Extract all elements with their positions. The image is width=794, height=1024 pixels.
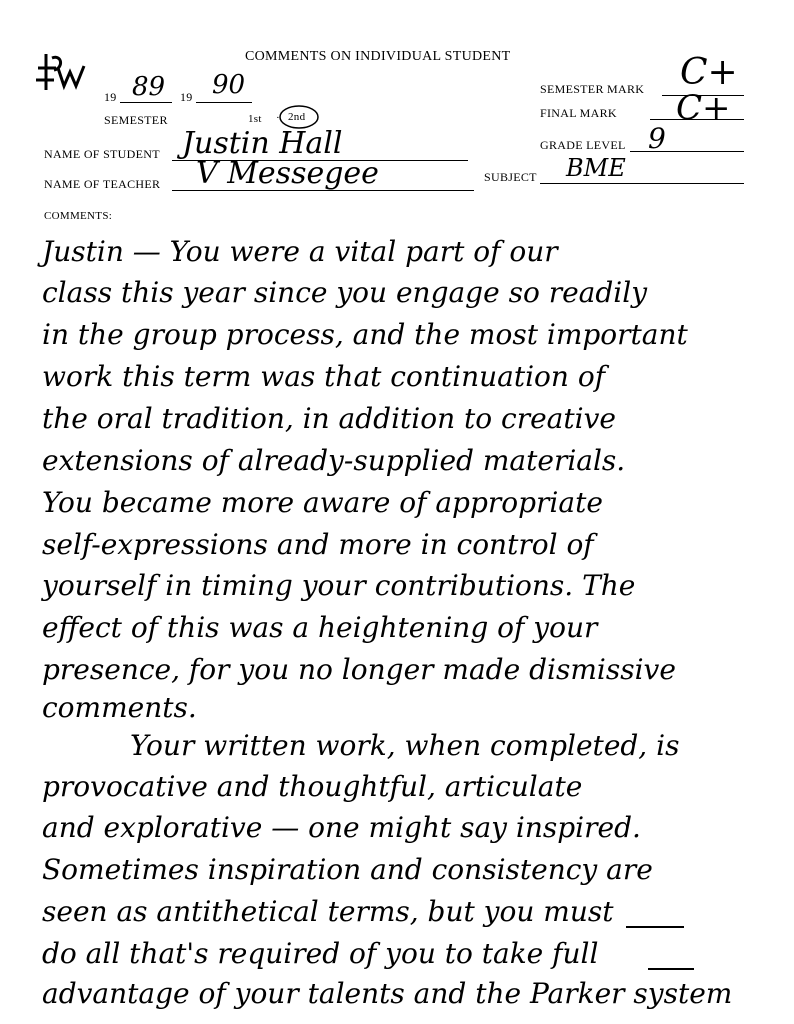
comment-line: and explorative — one might say inspired. <box>42 811 641 844</box>
year-1: 89 <box>132 72 166 102</box>
semester-label: SEMESTER <box>104 113 168 127</box>
logo-text <box>30 46 32 47</box>
comment-line: provocative and thoughtful, articulate <box>42 770 583 803</box>
semester-separator: · <box>276 112 280 124</box>
comment-line: effect of this was a heightening of your <box>42 611 598 644</box>
final-mark-label: FINAL MARK <box>540 106 617 120</box>
student-name: Justin Hall <box>182 126 343 161</box>
comment-line: the oral tradition, in addition to creative <box>42 402 616 435</box>
student-label: NAME OF STUDENT <box>44 147 160 161</box>
subject-label: SUBJECT <box>484 170 537 184</box>
teacher-name: V Messegee <box>196 156 379 191</box>
subject-value: BME <box>566 154 626 182</box>
semester-1st: 1st <box>248 113 262 125</box>
underline-must <box>626 926 684 928</box>
comment-line: self-expressions and more in control of <box>42 528 594 561</box>
comment-line: seen as antithetical terms, but you must <box>42 895 614 928</box>
comment-line: Justin — You were a vital part of our <box>42 235 558 268</box>
comments-label: COMMENTS: <box>44 210 113 222</box>
comment-line: advantage of your talents and the Parker system <box>42 977 733 1010</box>
year-prefix-2: 19 <box>180 90 193 104</box>
comment-line: extensions of already-supplied materials. <box>42 444 626 477</box>
year-prefix-1: 19 <box>104 90 117 104</box>
grade-level-value: 9 <box>648 122 666 155</box>
semester-2nd: 2nd <box>288 111 306 123</box>
comment-line: Your written work, when completed, is <box>130 729 680 762</box>
semester-mark-label: SEMESTER MARK <box>540 82 645 96</box>
comment-line: yourself in timing your contributions. The <box>42 569 636 602</box>
grade-level-label: GRADE LEVEL <box>540 138 626 152</box>
comment-line: class this year since you engage so readily <box>42 276 648 309</box>
school-logo <box>30 46 90 99</box>
comment-line: in the group process, and the most important <box>42 318 688 351</box>
final-mark-value: C+ <box>676 88 731 128</box>
teacher-label: NAME OF TEACHER <box>44 177 161 191</box>
comment-line: work this term was that continuation of <box>42 360 606 393</box>
comment-line: comments. <box>42 691 197 724</box>
comment-line: do all that's required of you to take full <box>42 937 599 970</box>
year-2: 90 <box>212 70 246 100</box>
comment-line: Sometimes inspiration and consistency are <box>42 853 653 886</box>
comment-line: You became more aware of appropriate <box>42 486 603 519</box>
underline-full <box>648 968 694 970</box>
semester-mark-value: C+ <box>680 52 738 93</box>
comment-line: presence, for you no longer made dismissive <box>42 653 676 686</box>
form-title: COMMENTS ON INDIVIDUAL STUDENT <box>245 49 511 64</box>
